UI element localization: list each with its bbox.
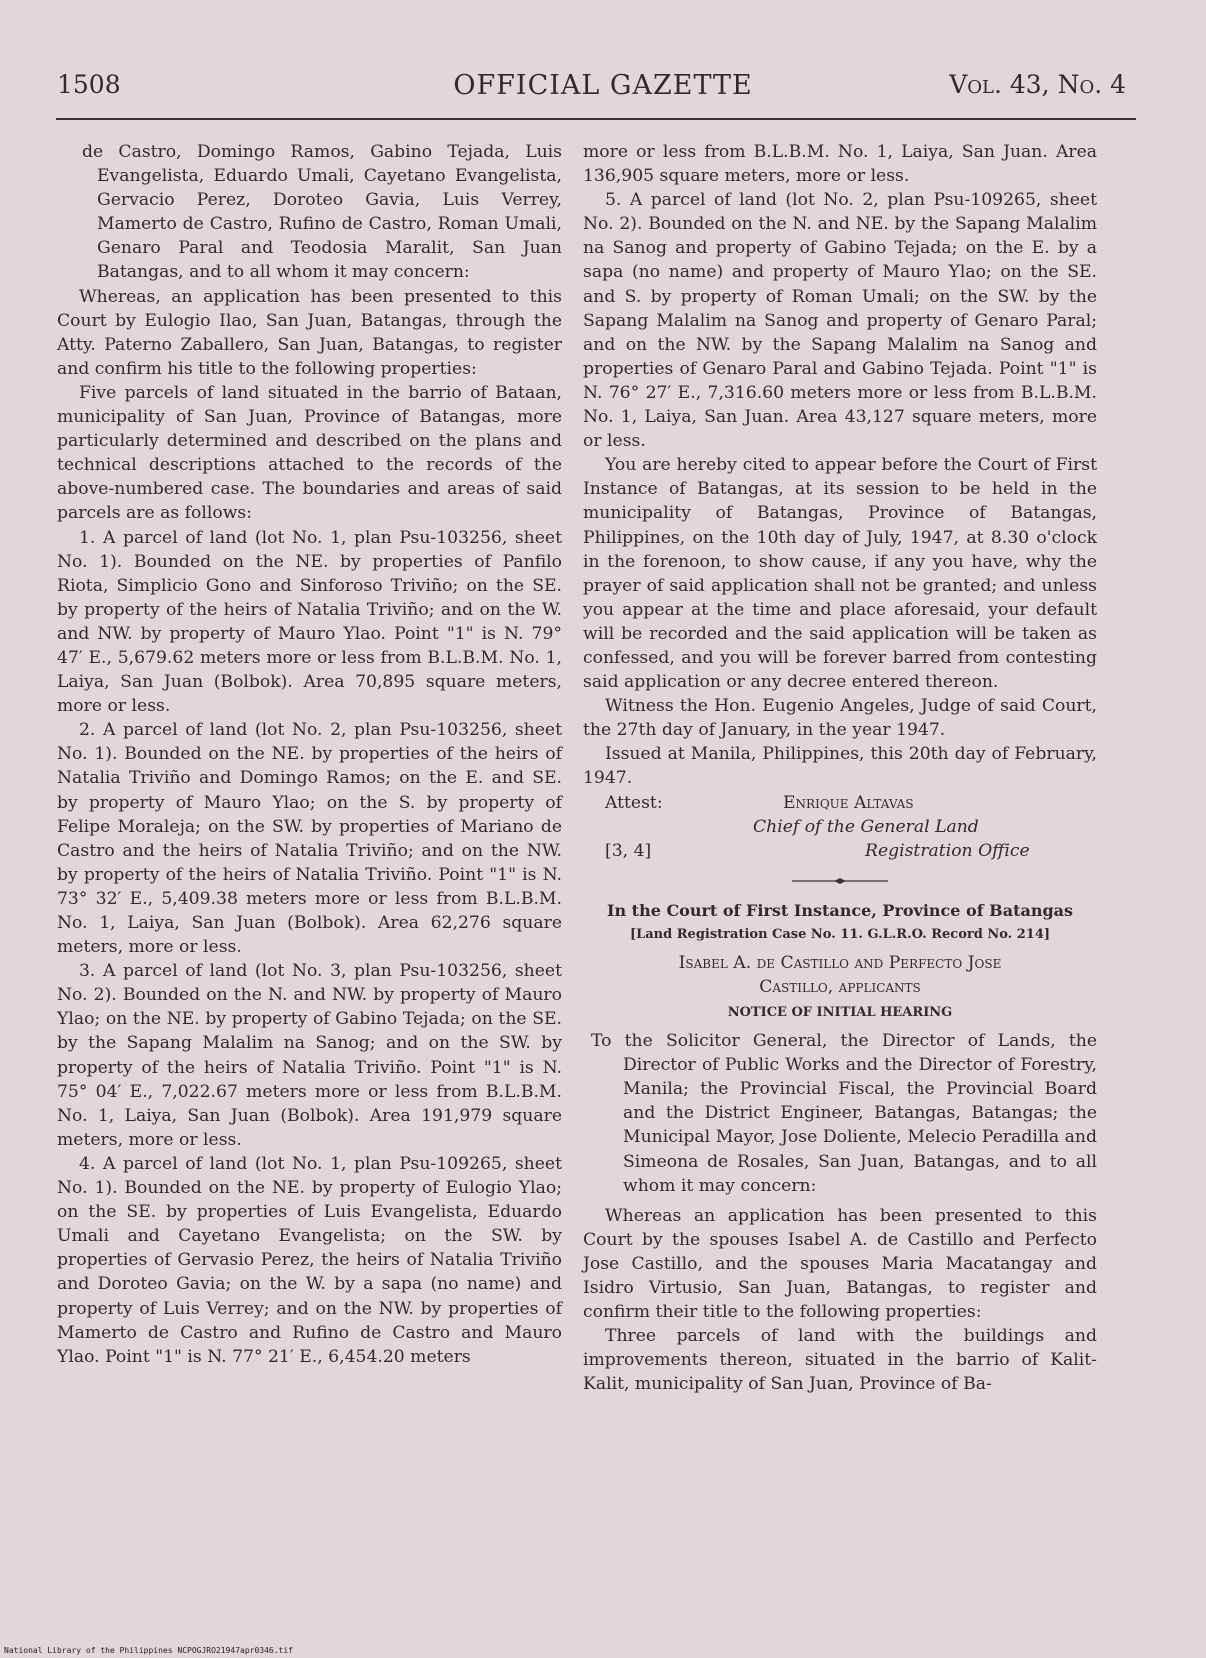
signer-title-1: Chief of the General Land — [753, 816, 979, 837]
parcel-2: 2. A parcel of land (lot No. 2, plan Psu-103256, sheet No. 1). Bounded on the NE. by properties of the heirs of Natalia Triviño and Domingo Ramos; on the E. and SE. by property of Mauro Ylao; on the S. by property of Felipe Moraleja; on the SW. by properties of Mariano de Castro and the heirs of Natalia Triviño; and on the NW. by property of the heirs of Natalia Triviño. Point "1" is N. 73° 32′ E., 5,409.38 meters more or less from B.L.B.M. No. 1, Laiya, San Juan (Bolbok). Area 62,276 square meters, more or less. — [57, 720, 562, 958]
section-ornament — [583, 869, 1097, 893]
reference-number: [3, 4] — [605, 840, 652, 861]
applicants-line-1: Isabel A. de Castillo and Perfecto Jose — [678, 952, 1002, 973]
parcel-1: 1. A parcel of land (lot No. 1, plan Psu-103256, sheet No. 1). Bounded on the NE. by properties of Panfilo Riota, Simplicio Gono and Sinforoso Triviño; on the SE. by property of the heirs of Natalia Triviño; and on the W. and NW. by property of Mauro Ylao. Point "1" is N. 79° 47′ E., 5,679.62 meters more or less from B.L.B.M. No. 1, Laiya, San Juan (Bolbok). Area 70,895 square meters, more or less. — [57, 527, 562, 717]
paragraph-three-parcels: Three parcels of land with the buildings and improvements thereon, situated in the barrio of Kalit-Kalit, municipality of San Juan, Province of Ba- — [583, 1326, 1097, 1395]
addressees: To the Solicitor General, the Director of Lands, the Director of Public Works and the Director of Forestry, Manila; the Provincial Fiscal, the Provincial Board and the District Engineer, Batangas, Batangas; the Municipal Mayor, Jose Doliente, Melecio Peradilla and Simeona de Rosales, San Juan, Batangas, and to all whom it may concern: — [591, 1031, 1097, 1196]
signature-line-2 — [583, 815, 1097, 839]
page-title: OFFICIAL GAZETTE — [453, 70, 753, 101]
signer-title-2: Registration Office — [865, 840, 1030, 861]
parcel-4-continued: more or less from B.L.B.M. No. 1, Laiya, San Juan. Area 136,905 square meters, more or less. — [583, 142, 1097, 187]
volume-number: Vol. 43, No. 4 — [949, 70, 1126, 99]
paragraph-citation: You are hereby cited to appear before the Court of First Instance of Batangas, at its session to be held in the municipality of Batangas, Province of Batangas, Philippines, on the 10th day of July, 1947, at 8.30 o'clock in the forenoon, to show cause, if any you have, why the prayer of said application shall not be granted; and unless you appear at the time and place aforesaid, your default will be recorded and the said application will be taken as confessed, and you will be forever barred from contesting said application or any decree entered thereon. — [583, 455, 1097, 693]
parcel-3: 3. A parcel of land (lot No. 3, plan Psu-103256, sheet No. 2). Bounded on the N. and NW. by property of Mauro Ylao; on the NE. by property of Gabino Tejada; on the SE. by the Sapang Malalim na Sanog; and on the SW. by property of the heirs of Natalia Triviño. Point "1" is N. 75° 04′ E., 7,022.67 meters more or less from B.L.B.M. No. 1, Laiya, San Juan (Bolbok). Area 191,979 square meters, more or less. — [57, 961, 562, 1150]
scan-footer: National Library of the Philippines NCPOGJRO21947apr0346.tif — [4, 1646, 293, 1655]
court-heading: In the Court of First Instance, Province of Batangas — [606, 900, 1074, 920]
signature-line-1 — [583, 791, 1097, 815]
left-column — [57, 140, 562, 1369]
signature-line-3 — [583, 839, 1097, 863]
header-rule — [56, 118, 1136, 120]
paragraph-witness: Witness the Hon. Eugenio Angeles, Judge of said Court, the 27th day of January, in the year 1947. — [583, 696, 1097, 741]
signer-name: Enrique Altavas — [783, 792, 914, 813]
notice-heading: NOTICE OF INITIAL HEARING — [727, 1005, 953, 1020]
paragraph-application-2: Whereas an application has been presented to this Court by the spouses Isabel A. de Castillo and Perfecto Jose Castillo, and the spouses Maria Macatangay and Isidro Virtusio, San Juan, Batangas, to register and confirm their title to the following properties: — [583, 1205, 1097, 1323]
addressees-continued: de Castro, Domingo Ramos, Gabino Tejada, Luis Evangelista, Eduardo Umali, Cayetano Evangelista, Gervacio Perez, Doroteo Gavia, Luis Verrey, Mamerto de Castro, Rufino de Castro, Roman Umali, Genaro Paral and Teodosia Maralit, San Juan Batangas, and to all whom it may concern: — [82, 142, 562, 283]
parcel-4: 4. A parcel of land (lot No. 1, plan Psu-109265, sheet No. 1). Bounded on the NE. by property of Eulogio Ylao; on the SE. by properties of Luis Evangelista, Eduardo Umali and Cayetano Evangelista; on the SW. by properties of Gervasio Perez, the heirs of Natalia Triviño and Doroteo Gavia; on the W. by a sapa (no name) and property of Luis Verrey; and on the NW. by properties of Mamerto de Castro and Rufino de Castro and Mauro Ylao. Point "1" is N. 77° 21′ E., 6,454.20 meters — [57, 1153, 562, 1367]
case-number: [Land Registration Case No. 11. G.L.R.O. Record No. 214] — [629, 926, 1051, 942]
paragraph-application: Whereas, an application has been presented to this Court by Eulogio Ilao, San Juan, Batangas, through the Atty. Paterno Zaballero, San Juan, Batangas, to register and confirm his title to the following properties: — [57, 286, 562, 379]
paragraph-parcels: Five parcels of land situated in the barrio of Bataan, municipality of San Juan, Province of Batangas, more particularly determined and described on the plans and technical descriptions attached to the records of the above-numbered case. The boundaries and areas of said parcels are as follows: — [57, 382, 562, 524]
divider-ornament-icon — [790, 876, 890, 886]
right-column — [583, 140, 1097, 1397]
applicants-line-2: Castillo, applicants — [759, 976, 921, 997]
paragraph-issued: Issued at Manila, Philippines, this 20th day of February, 1947. — [583, 744, 1097, 789]
page-number: 1508 — [57, 70, 121, 99]
attest-label: Attest: — [605, 792, 663, 813]
parcel-5: 5. A parcel of land (lot No. 2, plan Psu-109265, sheet No. 2). Bounded on the N. and NE. by the Sapang Malalim na Sanog and property of Gabino Tejada; on the E. by a sapa (no name) and property of Mauro Ylao; on the SE. and S. by property of Roman Umali; on the SW. by the Sapang Malalim na Sanog and property of Genaro Paral; and on the NW. by the Sapang Malalim na Sanog and properties of Genaro Paral and Gabino Tejada. Point "1" is N. 76° 27′ E., 7,316.60 meters more or less from B.L.B.M. No. 1, Laiya, San Juan. Area 43,127 square meters, more or less. — [583, 190, 1097, 452]
